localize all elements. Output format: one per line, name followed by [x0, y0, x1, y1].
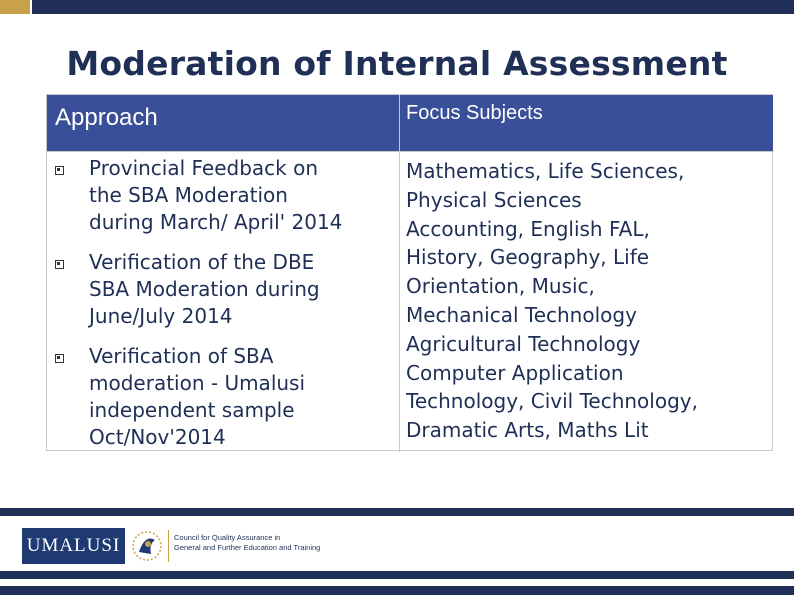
- focus-subjects-text: Mathematics, Life Sciences, Physical Sciences Accounting, English FAL, History, Geography, Life Orientation, Music, Mechanical Technology Agricultural Technology Computer Application Technology, Civil Technology, Dramatic Arts, Maths Lit: [406, 159, 698, 443]
- column-divider: [399, 95, 400, 452]
- umalusi-logo: UMALUSI: [22, 528, 125, 564]
- footer-top-rule: [0, 508, 794, 516]
- umalusi-emblem-icon: [127, 524, 167, 568]
- council-tagline: Council for Quality Assurance in General and Further Education and Training: [174, 533, 321, 552]
- checkbox-bullet-icon: [55, 354, 64, 363]
- focus-header-cell: [400, 95, 773, 151]
- footer-bar: [0, 571, 794, 579]
- approach-item: [47, 249, 399, 330]
- focus-subjects-header: Focus Subjects: [406, 102, 543, 124]
- top-bar-gap: [30, 0, 32, 14]
- approach-item: [47, 343, 399, 451]
- slide-title: Moderation of Internal Assessment: [66, 44, 728, 83]
- approach-item-text: Provincial Feedback on the SBA Moderation during March/ April' 2014: [89, 156, 343, 234]
- approach-focus-table: [46, 94, 773, 451]
- approach-header-cell: [47, 95, 399, 151]
- logo-separator: [168, 530, 169, 562]
- checkbox-bullet-icon: [55, 260, 64, 269]
- footer-bottom-bar: [0, 586, 794, 595]
- checkbox-bullet-icon: [55, 166, 64, 175]
- approach-header: Approach: [55, 104, 158, 131]
- approach-list: [47, 155, 399, 464]
- top-gold-block: [0, 0, 30, 14]
- approach-item-text: Verification of SBA moderation - Umalusi independent sample Oct/Nov'2014: [89, 344, 306, 449]
- approach-item-text: Verification of the DBE SBA Moderation during June/July 2014: [89, 250, 320, 328]
- header-rule: [47, 151, 774, 152]
- approach-item: [47, 155, 399, 236]
- top-accent-bar: [0, 0, 794, 14]
